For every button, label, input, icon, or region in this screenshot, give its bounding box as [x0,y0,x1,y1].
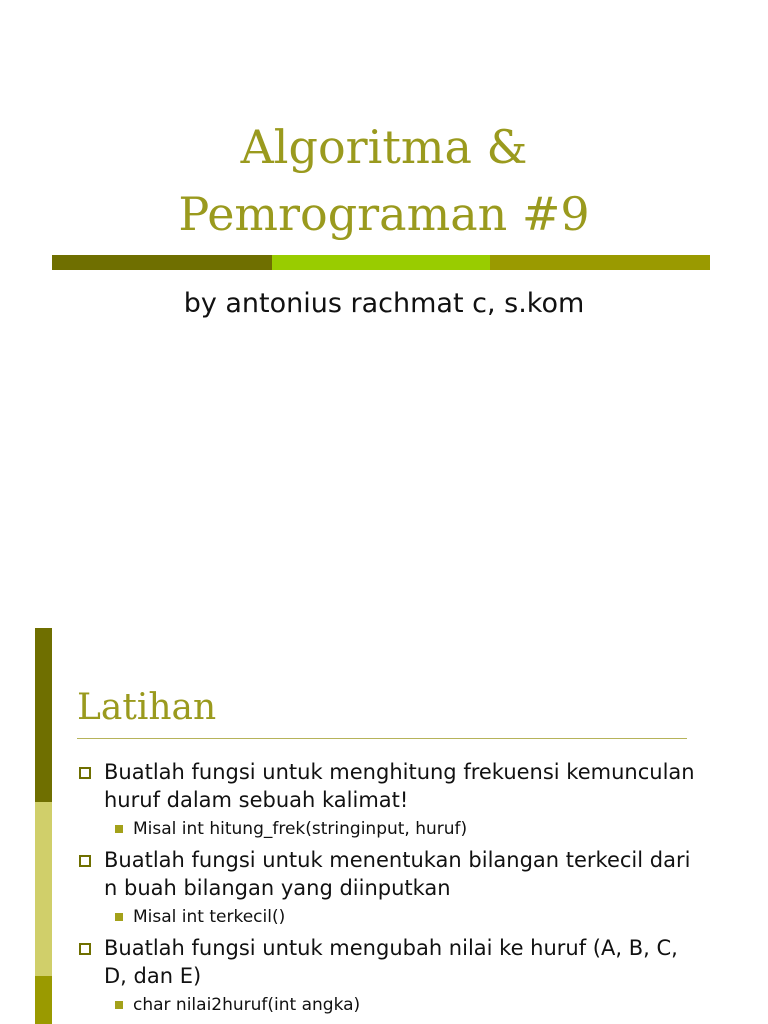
title-underline-segment-dark [52,255,272,270]
bullet-item [0,846,768,902]
bullet-text: Buatlah fungsi untuk mengubah nilai ke huruf (A, B, C, D, dan E) [104,936,678,988]
bullet-item [0,934,768,990]
heading-divider [77,738,687,739]
slide-title-page [0,0,768,360]
sub-bullet-text: char nilai2huruf(int angka) [133,995,361,1015]
bullet-text: Buatlah fungsi untuk menentukan bilangan terkecil dari n buah bilangan yang diinputkan [104,848,691,900]
filled-square-bullet-icon [115,825,123,833]
filled-square-bullet-icon [115,1001,123,1009]
slide-latihan [0,628,768,1024]
title-underline-segment-green [272,255,490,270]
sub-bullet-item [0,816,768,842]
bullet-text: Buatlah fungsi untuk menghitung frekuensi kemunculan huruf dalam sebuah kalimat! [104,760,695,812]
hollow-square-bullet-icon [79,855,91,867]
sub-bullet-text: Misal int terkecil() [133,907,286,927]
sub-bullet-item [0,904,768,930]
slide-subtitle: by antonius rachmat c, s.kom [183,288,585,319]
hollow-square-bullet-icon [79,943,91,955]
sub-bullet-text: Misal int hitung_frek(stringinput, huruf) [133,819,468,839]
bullet-list [0,758,768,1022]
title-underline-segment-olive [490,255,710,270]
hollow-square-bullet-icon [79,767,91,779]
slide-title-line-2: Pemrograman #9 [178,187,590,241]
slide-heading: Latihan [77,687,217,728]
slide-title-line-1: Algoritma & [240,120,528,174]
bullet-item [0,758,768,814]
filled-square-bullet-icon [115,913,123,921]
sub-bullet-item [0,992,768,1018]
